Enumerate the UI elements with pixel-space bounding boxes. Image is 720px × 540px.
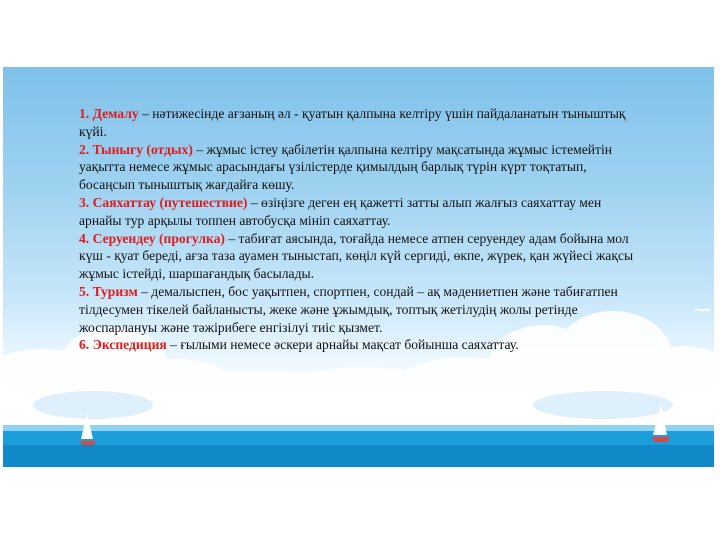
definition-heading: 6. Экспедиция xyxy=(79,337,167,353)
definition-heading: 5. Туризм xyxy=(79,283,138,299)
slide xyxy=(3,67,714,467)
definition-item xyxy=(79,230,639,283)
definition-item xyxy=(79,283,639,336)
definition-text: – ғылыми немесе әскери арнайы мақсат бойынша саяхаттау. xyxy=(166,337,519,353)
definition-heading: 4. Серуендеу (прогулка) xyxy=(79,230,225,246)
definition-heading: 2. Тынығу (отдых) xyxy=(79,141,193,157)
definition-heading: 1. Демалу xyxy=(79,106,139,121)
definition-text: – демалыспен, бос уақытпен, спортпен, сондай – ақ мәдениетпен және табиғатпен тілдесумен тікелей байланысты, жеке және ұжымдық, топтық жетілудің жолы ретінде жоспарлануы және тәжірибеге енгізілуі тиіс қызмет. xyxy=(79,283,618,335)
definition-heading: 3. Саяхаттау (путешествие) xyxy=(79,194,248,210)
definition-item xyxy=(79,105,639,141)
definition-item xyxy=(79,336,639,354)
definition-text: – өзіңізге деген ең қажетті затты алып жалғыз саяхаттау мен арнайы тур арқылы топпен автобусқа мініп саяхаттау. xyxy=(79,194,602,228)
definition-item xyxy=(79,141,639,194)
definitions-list xyxy=(79,105,639,354)
definition-text: – жұмыс істеу қабілетін қалпына келтіру мақсатында жұмыс істемейтін уақытта немесе жұмыс арасындағы үзілістерде қимылдың барлық түрін күрт тоқтатып, босаңсып тыныштық жағдайға көшу. xyxy=(79,141,613,193)
definition-item xyxy=(79,194,639,230)
definition-text: – табиғат аясында, тоғайда немесе атпен серуендеу адам бойына мол күш - қуат береді, ағза таза ауамен тыныстап, көңіл күй сергиді, өкпе, жүрек, қан жүйесі жақсы жұмыс істейді, шаршағандық басылады. xyxy=(79,230,634,282)
definition-text: – нәтижесінде ағзаның әл - қуатын қалпына келтіру үшін пайдаланатын тыныштық күйі. xyxy=(79,106,626,139)
